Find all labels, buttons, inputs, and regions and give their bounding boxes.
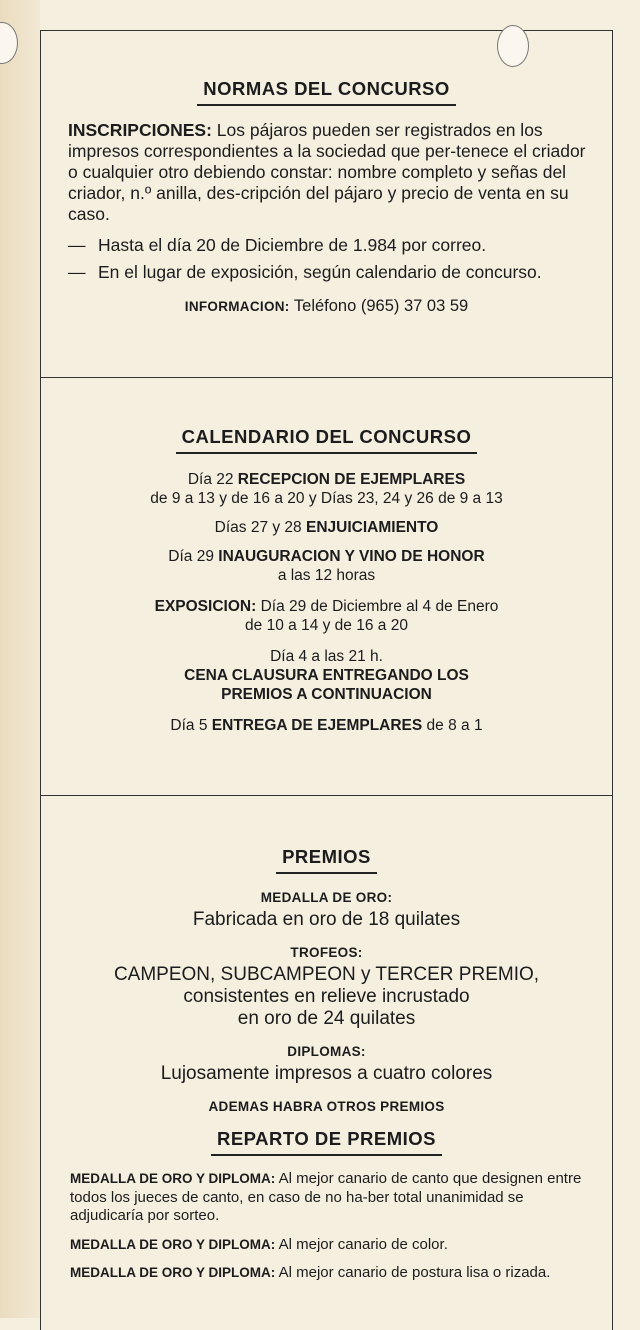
inscripciones-text: Los pájaros pueden ser registrados en los impresos correspondientes a la sociedad que per-tenece el criador o cualquier otro debiendo constar: nombre completo y señas del criador, n.º anilla, des-cripción del pájaro y precio de venta en su caso. bbox=[68, 120, 586, 224]
medalla-heading: MEDALLA DE ORO: bbox=[260, 890, 393, 905]
paper-edge bbox=[0, 0, 40, 1318]
reparto-title: REPARTO DE PREMIOS bbox=[40, 1128, 613, 1156]
normas-item-1 bbox=[40, 235, 613, 256]
diplomas-heading: DIPLOMAS: bbox=[287, 1044, 366, 1059]
normas-item-1-text: Hasta el día 20 de Diciembre de 1.984 por correo. bbox=[98, 235, 487, 255]
ademas-note: ADEMAS HABRA OTROS PREMIOS bbox=[208, 1099, 445, 1114]
section-calendario bbox=[40, 426, 613, 735]
informacion-label: INFORMACION: bbox=[184, 299, 290, 314]
inscripciones-paragraph bbox=[40, 120, 613, 225]
medalla-text: Fabricada en oro de 18 quilates bbox=[192, 909, 461, 930]
dash-mark: — bbox=[68, 262, 86, 282]
trofeos-heading: TROFEOS: bbox=[290, 945, 363, 960]
section-premios bbox=[40, 846, 613, 1283]
cal-cena-clausura: Día 4 a las 21 h. CENA CLAUSURA ENTREGANDO LOS PREMIOS A CONTINUACION bbox=[184, 648, 469, 703]
normas-item-2 bbox=[40, 262, 613, 283]
section-normas bbox=[40, 78, 613, 316]
trofeos-text: CAMPEON, SUBCAMPEON y TERCER PREMIO, consistentes en relieve incrustado en oro de 24 quilates bbox=[113, 964, 540, 1029]
cal-recepcion: Día 22 RECEPCION DE EJEMPLARES de 9 a 13 y de 16 a 20 y Días 23, 24 y 26 de 9 a 13 bbox=[150, 471, 503, 507]
inscripciones-label: INSCRIPCIONES: bbox=[68, 120, 212, 140]
informacion-phone: Teléfono (965) 37 03 59 bbox=[293, 297, 469, 315]
cal-inauguracion: Día 29 INAUGURACION Y VINO DE HONOR a las 12 horas bbox=[168, 548, 485, 584]
reparto-item-2: MEDALLA DE ORO Y DIPLOMA: Al mejor canario de color. bbox=[70, 1235, 448, 1253]
calendario-title: CALENDARIO DEL CONCURSO bbox=[40, 426, 613, 454]
cal-exposicion: EXPOSICION: Día 29 de Diciembre al 4 de Enero de 10 a 14 y de 16 a 20 bbox=[154, 598, 499, 634]
dash-mark: — bbox=[68, 235, 86, 255]
premios-title: PREMIOS bbox=[40, 846, 613, 874]
divider-2 bbox=[40, 795, 613, 796]
normas-item-2-text: En el lugar de exposición, según calendario de concurso. bbox=[98, 262, 542, 282]
punch-hole-right bbox=[497, 25, 529, 67]
reparto-item-3: MEDALLA DE ORO Y DIPLOMA: Al mejor canario de postura lisa o rizada. bbox=[70, 1264, 551, 1281]
divider-1 bbox=[40, 377, 613, 378]
diplomas-text: Lujosamente impresos a cuatro colores bbox=[160, 1063, 493, 1084]
normas-title: NORMAS DEL CONCURSO bbox=[40, 78, 613, 106]
reparto-item-1: MEDALLA DE ORO Y DIPLOMA: Al mejor canario de canto que designen entre todos los jueces de canto, en caso de no ha-ber total unanimidad se adjudicaría por sorteo. bbox=[70, 1170, 582, 1224]
cal-entrega: Día 5 ENTREGA DE EJEMPLARES de 8 a 1 bbox=[170, 717, 483, 734]
informacion-line bbox=[40, 297, 613, 316]
cal-enjuiciamiento: Días 27 y 28 ENJUICIAMIENTO bbox=[214, 519, 439, 536]
